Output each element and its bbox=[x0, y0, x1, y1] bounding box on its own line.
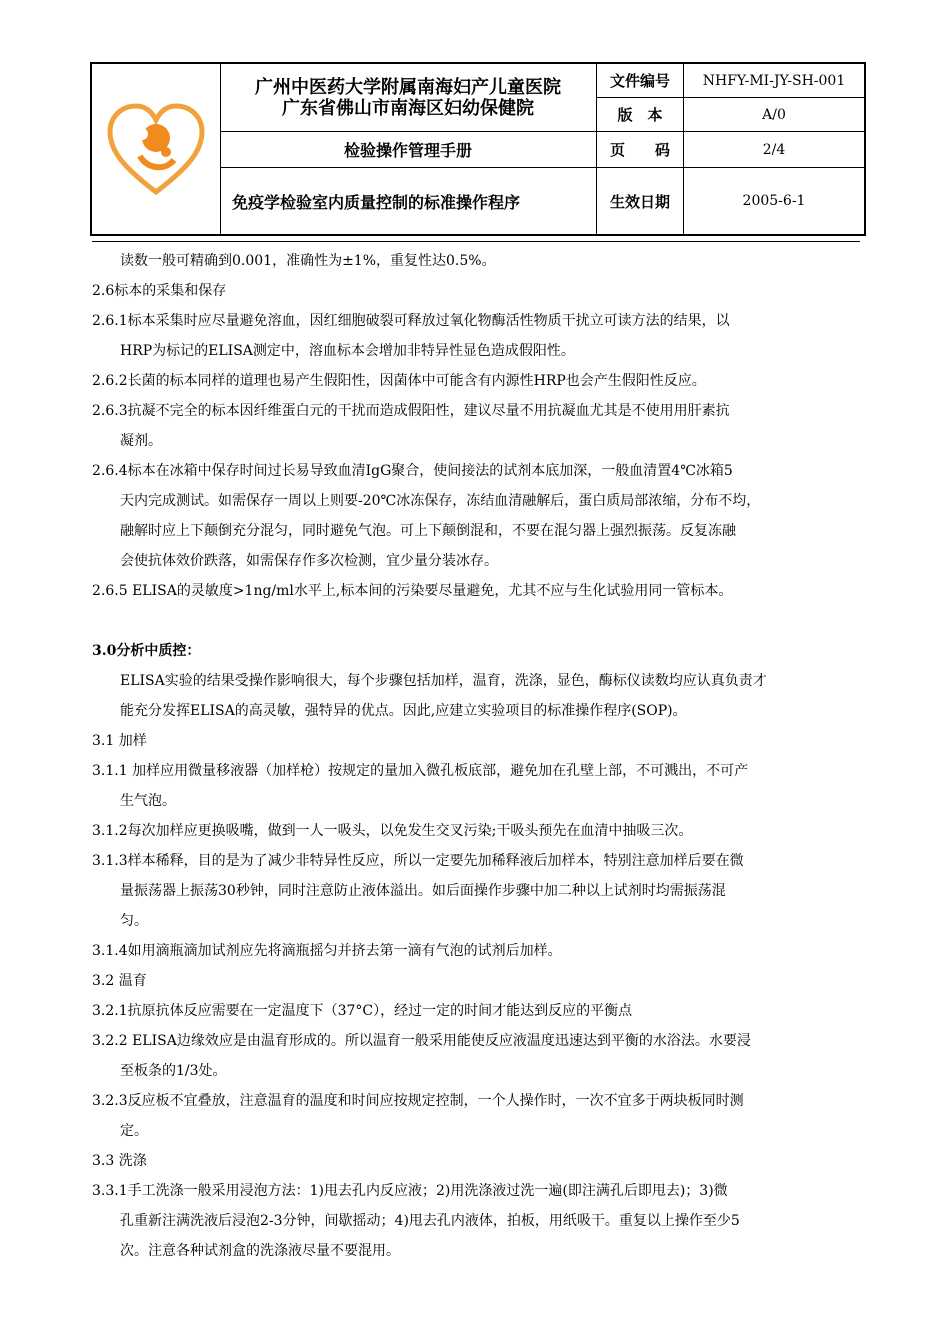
body-line: 会使抗体效价跌落，如需保存作多次检测，宜少量分装冰存。 bbox=[120, 553, 498, 569]
hospital-name-line2: 广东省佛山市南海区妇幼保健院 bbox=[282, 97, 534, 119]
field-value-doc-number: NHFY-MI-JY-SH-001 bbox=[684, 64, 864, 98]
body-line: 2.6.4标本在冰箱中保存时间过长易导致血清IgG聚合，使间接法的试剂本底加深，一般血清置4℃冰箱5 bbox=[92, 463, 733, 479]
body-line: 3.3.1手工洗涤一般采用浸泡方法：1)甩去孔内反应液；2)用洗涤液过洗一遍(即注满孔后即甩去)；3)微 bbox=[92, 1183, 728, 1199]
field-value-version: A/0 bbox=[684, 98, 864, 132]
logo-cell bbox=[92, 64, 221, 234]
field-label-doc-number: 文件编号 bbox=[596, 64, 684, 98]
body-line: HRP为标记的ELISA测定中，溶血标本会增加非特异性显色造成假阳性。 bbox=[120, 343, 575, 359]
hospital-heart-logo bbox=[102, 100, 210, 200]
header-divider bbox=[92, 241, 860, 242]
field-label-version: 版 本 bbox=[596, 98, 684, 132]
section-heading: 3.3 洗涤 bbox=[92, 1153, 147, 1169]
hospital-name-line1: 广州中医药大学附属南海妇产儿童医院 bbox=[255, 76, 561, 98]
body-line: 3.1.2每次加样应更换吸嘴，做到一人一吸头，以免发生交叉污染;干吸头预先在血清中抽吸三次。 bbox=[92, 823, 693, 839]
body-line: 3.1.4如用滴瓶滴加试剂应先将滴瓶摇匀并挤去第一滴有气泡的试剂后加样。 bbox=[92, 943, 562, 959]
hospital-name bbox=[220, 64, 596, 132]
section-heading: 3.2 温育 bbox=[92, 973, 147, 989]
body-line: 读数一般可精确到0.001，准确性为±1%，重复性达0.5%。 bbox=[120, 253, 496, 269]
document-body bbox=[92, 246, 864, 1266]
body-line: 至板条的1/3处。 bbox=[120, 1063, 227, 1079]
body-line: 匀。 bbox=[120, 913, 148, 929]
field-label-effective-date: 生效日期 bbox=[596, 168, 684, 234]
body-line: 3.2.2 ELISA边缘效应是由温育形成的。所以温育一般采用能使反应液温度迅速达到平衡的水浴法。水要浸 bbox=[92, 1033, 751, 1049]
body-line: 3.2.3反应板不宜叠放，注意温育的温度和时间应按规定控制，一个人操作时，一次不宜多于两块板同时测 bbox=[92, 1093, 744, 1109]
body-line: 次。注意各种试剂盒的洗涤液尽量不要混用。 bbox=[120, 1243, 400, 1259]
body-line: 能充分发挥ELISA的高灵敏，强特异的优点。因此,应建立实验项目的标准操作程序(SOP)。 bbox=[120, 703, 687, 719]
blank-line bbox=[92, 606, 864, 636]
body-line: 2.6.1标本采集时应尽量避免溶血，因红细胞破裂可释放过氧化物酶活性物质干扰立可读方法的结果，以 bbox=[92, 313, 730, 329]
body-line: 2.6.2长菌的标本同样的道理也易产生假阳性，因菌体中可能含有内源性HRP也会产生假阳性反应。 bbox=[92, 373, 706, 389]
manual-title: 检验操作管理手册 bbox=[220, 132, 596, 168]
body-line: 生气泡。 bbox=[120, 793, 176, 809]
body-line: 凝剂。 bbox=[120, 433, 162, 449]
body-line: 3.1.3样本稀释，目的是为了减少非特异性反应，所以一定要先加稀释液后加样本，特别注意加样后要在微 bbox=[92, 853, 744, 869]
section-heading-bold: 3.0分析中质控： bbox=[92, 643, 201, 659]
procedure-title: 免疫学检验室内质量控制的标准操作程序 bbox=[232, 192, 521, 212]
body-line: 天内完成测试。如需保存一周以上则要-20℃冰冻保存，冻结血清融解后，蛋白质局部浓缩，分布不均， bbox=[120, 493, 761, 509]
body-line: 3.1.1 加样应用微量移液器（加样枪）按规定的量加入微孔板底部，避免加在孔壁上部，不可溅出，不可产 bbox=[92, 763, 749, 779]
body-line: 孔重新注满洗液后浸泡2-3分钟，间歇摇动；4)甩去孔内液体，拍板，用纸吸干。重复以上操作至少5 bbox=[120, 1213, 740, 1229]
body-line: 3.2.1抗原抗体反应需要在一定温度下（37°C），经过一定的时间才能达到反应的平衡点 bbox=[92, 1003, 633, 1019]
field-label-page: 页 码 bbox=[596, 132, 684, 168]
section-heading: 2.6标本的采集和保存 bbox=[92, 283, 227, 299]
body-line: 2.6.5 ELISA的灵敏度>1ng/ml水平上,标本间的污染要尽量避免，尤其不应与生化试验用同一管标本。 bbox=[92, 583, 733, 599]
body-line: ELISA实验的结果受操作影响很大，每个步骤包括加样，温育，洗涤，显色，酶标仪读数均应认真负责才 bbox=[120, 673, 767, 689]
body-line: 量振荡器上振荡30秒钟，同时注意防止液体溢出。如后面操作步骤中加二种以上试剂时均需振荡混 bbox=[120, 883, 726, 899]
field-value-effective-date: 2005-6-1 bbox=[742, 193, 806, 209]
field-value-page: 2/4 bbox=[684, 132, 864, 168]
body-line: 融解时应上下颠倒充分混匀，同时避免气泡。可上下颠倒混和，不要在混匀器上强烈振荡。反复冻融 bbox=[120, 523, 736, 539]
document-header-table bbox=[90, 62, 866, 236]
body-line: 定。 bbox=[120, 1123, 148, 1139]
section-heading: 3.1 加样 bbox=[92, 733, 147, 749]
body-line: 2.6.3抗凝不完全的标本因纤维蛋白元的干扰而造成假阳性，建议尽量不用抗凝血尤其是不使用用肝素抗 bbox=[92, 403, 730, 419]
